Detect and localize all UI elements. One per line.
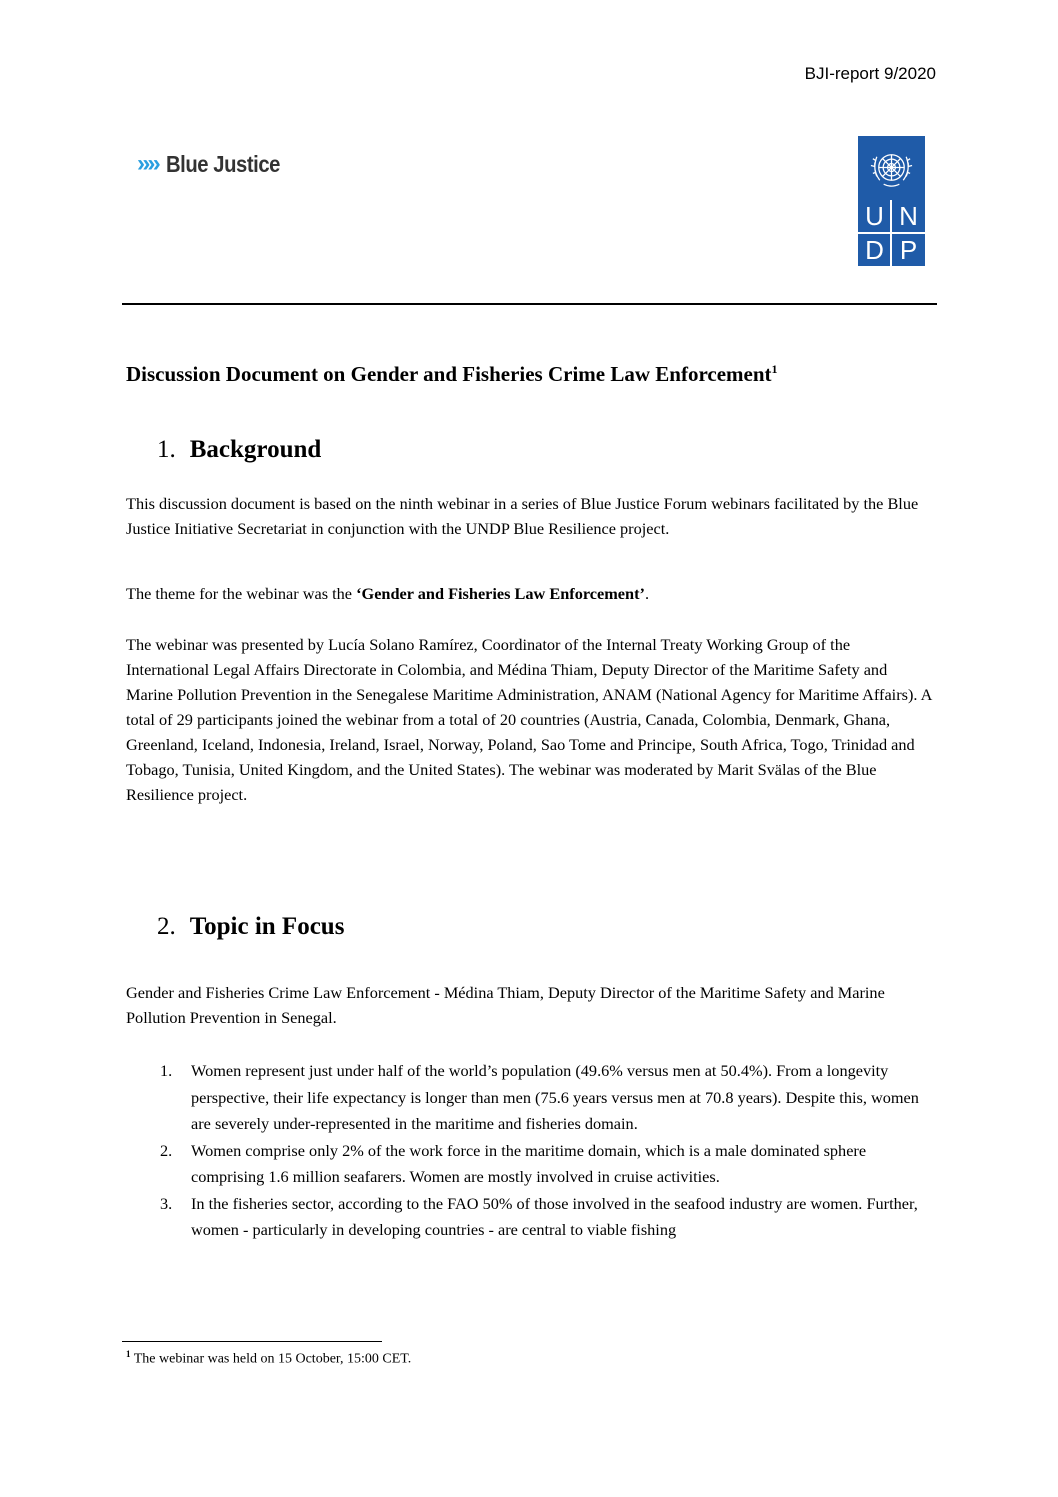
footnote-ref: 1	[771, 362, 778, 376]
list-text: In the fisheries sector, according to the FAO 50% of those involved in the seafood industry are women. Further, women - particularly in developing countries - are central to viable fishing	[191, 1193, 918, 1239]
paragraph: The webinar was presented by Lucía Solano Ramírez, Coordinator of the Internal Treaty Working Group of the International Legal Affairs Directorate in Colombia, and Médina Thiam, Deputy Director of the Maritime Safety and Marine Pollution Prevention in the Senegalese Maritime Administration, ANAM (National Agency for Maritime Affairs). A total of 29 participants joined the webinar from a total of 20 countries (Austria, Canada, Colombia, Denmark, Ghana, Greenland, Iceland, Indonesia, Ireland, Israel, Norway, Poland, Sao Tome and Principe, South Africa, Togo, Trinidad and Tobago, Tunisia, United Kingdom, and the United States). The webinar was moderated by Marit Svälas of the Blue Resilience project.	[126, 635, 932, 804]
report-id: BJI-report 9/2020	[804, 64, 936, 83]
undp-letter-u: U	[865, 201, 884, 231]
topic-list	[160, 1058, 936, 1244]
blue-justice-logo	[137, 150, 295, 178]
document-title	[126, 362, 778, 387]
list-number: 2.	[160, 1140, 173, 1160]
paragraph: Gender and Fisheries Crime Law Enforcement - Médina Thiam, Deputy Director of the Maritime Safety and Marine Pollution Prevention in Senegal.	[126, 983, 885, 1027]
document-title-text: Discussion Document on Gender and Fisheries Crime Law Enforcement	[126, 362, 772, 386]
section-heading-topic	[157, 913, 344, 941]
section-heading-background	[157, 436, 321, 464]
undp-letter-n: N	[899, 201, 918, 231]
undp-divider-vertical	[890, 200, 892, 266]
theme-prefix: The theme for the webinar was the	[126, 584, 357, 603]
footnote-number: 1	[126, 1349, 131, 1359]
paragraph-theme	[126, 581, 936, 606]
header-rule	[122, 303, 937, 305]
list-number: 1.	[160, 1061, 173, 1080]
un-emblem-icon	[867, 143, 916, 192]
footnote-text: The webinar was held on 15 October, 15:00 CET.	[130, 1351, 412, 1367]
list-text: Women represent just under half of the world’s population (49.6% versus men at 50.4%). From a longevity perspective, their life expectancy is longer than men (75.6 years versus men at 70.8 years). Despite this, women are severely under-represented in the maritime and fisheries domain.	[191, 1061, 919, 1133]
list-number: 3.	[160, 1193, 173, 1213]
footnote-rule	[122, 1341, 382, 1342]
theme-bold: ‘Gender and Fisheries Law Enforcement’	[356, 584, 645, 603]
list-text: Women comprise only 2% of the work force in the maritime domain, which is a male dominated sphere comprising 1.6 million seafarers. Women are mostly involved in cruise activities.	[191, 1140, 867, 1186]
list-item	[160, 1058, 936, 1138]
theme-suffix: .	[644, 584, 650, 603]
section-number: 2.	[157, 913, 176, 940]
section-title: Topic in Focus	[189, 913, 345, 940]
blue-justice-chevrons-icon: »»	[137, 150, 158, 177]
list-item	[160, 1138, 936, 1191]
undp-logo	[858, 136, 925, 266]
list-item	[160, 1191, 936, 1244]
blue-justice-logo-text: Blue Justice	[165, 150, 280, 177]
undp-letter-d: D	[865, 235, 884, 265]
undp-letter-p: P	[899, 235, 918, 265]
paragraph: This discussion document is based on the ninth webinar in a series of Blue Justice Forum webinars facilitated by the Blue Justice Initiative Secretariat in conjunction with the UNDP Blue Resilience project.	[126, 494, 919, 538]
footnote	[126, 1349, 411, 1368]
section-number: 1.	[157, 436, 176, 463]
section-title: Background	[189, 436, 322, 463]
